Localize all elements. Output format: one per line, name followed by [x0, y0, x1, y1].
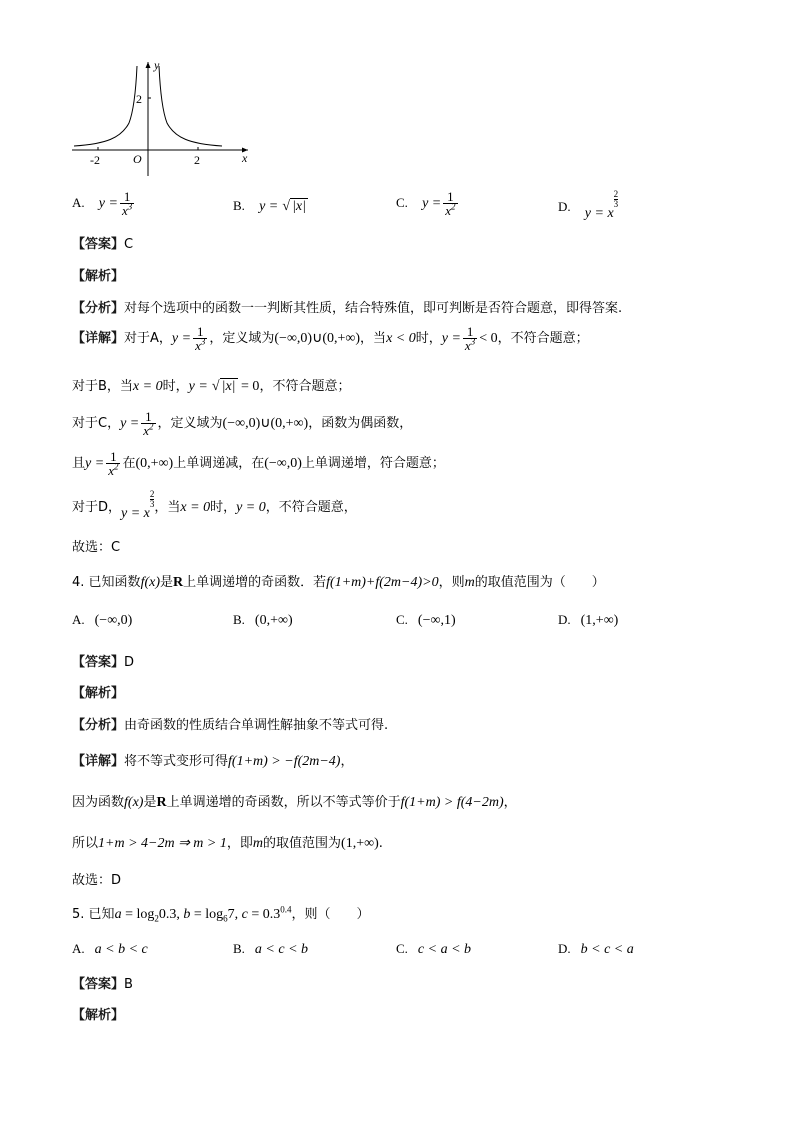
q4-option-a [72, 612, 132, 629]
detail-text: ，不符合题意； [259, 379, 351, 394]
detail-text: 在 [122, 456, 136, 471]
fenxi-text: 对每个选项中的函数一一判断其性质，结合特殊值，即可判断是否符合题意，即得答案. [124, 301, 623, 316]
option-label: D. [558, 941, 571, 956]
domain-expr: (−∞,0)∪(0,+∞) [222, 416, 309, 431]
option-label: A. [72, 195, 85, 210]
var-m: m [464, 575, 475, 590]
stem-text: 已知 [88, 907, 115, 922]
interval-expr: (0,+∞) [135, 456, 174, 471]
detail-text: ，函数为偶函数， [308, 416, 413, 431]
q3-detail-c2: 且y = $\frac{1}{x^2}$ 在(0,+∞)上单调递减，在(−∞,0)上单调递增，符合题意； [72, 449, 445, 478]
detail-text: ，当 [154, 500, 181, 515]
q4-option-c [396, 612, 456, 629]
fx-expr: f(x) [124, 795, 144, 810]
q5-given-expr: a [114, 907, 122, 922]
option-label: C. [396, 612, 408, 627]
option-label: C. [396, 195, 408, 210]
detail-text: 对于B，当 [72, 379, 133, 394]
q5-option-c [396, 941, 471, 958]
option-label: B. [233, 941, 245, 956]
q5-option-b [233, 941, 308, 958]
q5-stem: 5. 已知$a = \log_20.3$, $b = \log_67$, $c = 0.3^{0.4}$，则（ ） [72, 904, 370, 924]
detail-text: 是 [143, 795, 157, 810]
detail-text: 时， [210, 500, 237, 515]
option-label: D. [558, 199, 571, 214]
detail-text: . [378, 836, 383, 851]
q3-detail-a: 【详解】对于A，y = $\frac{1}{x^3}$ ，定义域为(−∞,0)∪(0,+∞)，当x < 0时，y = $\frac{1}{x^3}$ < 0，不符合题意； [72, 324, 589, 353]
detail-text: 时， [162, 379, 189, 394]
cond-expr: x = 0 [180, 500, 211, 515]
inequality-expr: f(1+m)+f(2m−4)>0 [326, 575, 439, 590]
detail-expr: f(1+m) > f(4−2m) [400, 795, 504, 810]
q3-choice: 故选：C [72, 540, 121, 555]
interval-expr: (−∞,0) [264, 456, 302, 471]
stem-text: 的取值范围为（ ） [474, 575, 605, 590]
detail-text: 上单调递减，在 [173, 456, 265, 471]
option-label: B. [233, 198, 245, 213]
fenxi-tag: 【分析】 [72, 718, 125, 733]
answer-value: C [124, 237, 134, 252]
option-expr: a < c < b [254, 942, 309, 957]
detail-text: 因为函数 [72, 795, 125, 810]
var-m: m [252, 836, 264, 851]
detail-text: ，定义域为 [209, 331, 275, 346]
q3-detail-d: 对于D，y = x $\frac{2}{3}$ ，当x = 0时，y = 0，不符合题意， [72, 489, 357, 521]
curve-right [159, 66, 222, 146]
y-tick-label: 2 [136, 92, 142, 106]
real-set: R [173, 575, 184, 590]
detail-text: 将不等式变形可得 [124, 754, 229, 769]
answer-tag: 【答案】 [72, 237, 125, 252]
y-axis-arrow [146, 62, 151, 68]
q4-fenxi [72, 714, 388, 733]
option-label: D. [558, 612, 571, 627]
stem-text: ，则 [438, 575, 465, 590]
q3-fenxi [72, 297, 622, 316]
answer-value: B [124, 977, 133, 992]
function-graph [66, 58, 256, 178]
q5-answer [72, 973, 133, 992]
option-expr: a < b < c [94, 942, 148, 957]
q5-analysis-tag: 【解析】 [72, 1008, 125, 1023]
detail-text: ，不符合题意， [265, 500, 357, 515]
detail-text: ， [503, 795, 517, 810]
detail-text: 时， [415, 331, 442, 346]
detail-text: 且 [72, 456, 86, 471]
q3-option-b: B. y = √ |x| [233, 198, 306, 214]
q4-analysis-tag: 【解析】 [72, 686, 125, 701]
q3-option-a: A. y = $\frac{1}{x^3}$ [72, 189, 133, 218]
option-label: B. [233, 612, 245, 627]
fenxi-text: 由奇函数的性质结合单调性解抽象不等式可得. [124, 718, 389, 733]
origin-label: O [133, 152, 142, 166]
detail-text: 对于C， [72, 416, 121, 431]
detail-text: 所以 [72, 836, 99, 851]
q4-option-d [558, 612, 618, 629]
stem-text: 是 [160, 575, 174, 590]
detail-text: 对于A， [124, 331, 172, 346]
stem-text: ，则（ ） [291, 907, 370, 922]
cond-expr: x < 0 [386, 331, 416, 346]
option-label: A. [72, 612, 85, 627]
option-expr: (−∞,0) [94, 613, 133, 628]
q5-option-d [558, 941, 634, 958]
question-number: 5. [72, 907, 85, 922]
q4-option-b [233, 612, 293, 629]
q3-detail-b: 对于B，当x = 0时，y = √ |x| = 0，不符合题意； [72, 379, 351, 394]
real-set: R [156, 795, 167, 810]
q3-option-c: C. y = $\frac{1}{x^2}$ [396, 189, 456, 218]
q3-detail-c: 对于C，y = $\frac{1}{x^2}$ ，定义域为(−∞,0)∪(0,+∞)，函数为偶函数， [72, 409, 413, 438]
detail-text: 上单调递增，符合题意； [301, 456, 445, 471]
x-axis-label: x [242, 151, 248, 165]
option-expr: (0,+∞) [254, 613, 293, 628]
q3-analysis-tag: 【解析】 [72, 269, 125, 284]
detail-text: ，即 [226, 836, 253, 851]
cond-expr: x = 0 [132, 379, 163, 394]
detail-tag: 【详解】 [72, 331, 125, 346]
x-tick-pos-label: 2 [194, 153, 200, 167]
stem-text: 已知函数 [88, 575, 141, 590]
option-expr: (1,+∞) [580, 613, 619, 628]
q4-stem [72, 571, 605, 591]
option-expr: (−∞,1) [417, 613, 456, 628]
value-expr: y = 0 [236, 500, 266, 515]
option-expr: c < a < b [417, 942, 472, 957]
answer-value: D [124, 655, 135, 670]
stem-text: 上单调递增的奇函数．若 [183, 575, 327, 590]
question-number: 4. [72, 575, 85, 590]
option-label: A. [72, 941, 85, 956]
detail-expr: f(1+m) > −f(2m−4) [228, 754, 341, 769]
q4-detail-2 [72, 791, 517, 811]
x-tick-neg-label: -2 [90, 153, 100, 167]
q4-answer [72, 651, 134, 670]
detail-text: ，定义域为 [157, 416, 223, 431]
detail-expr: 1+m > 4−2m ⇒ m > 1 [98, 836, 227, 851]
q3-option-d: D. y = x $\frac{2}{3}$ [558, 189, 619, 221]
q3-answer [72, 233, 133, 252]
fx-expr: f(x) [140, 575, 160, 590]
answer-tag: 【答案】 [72, 977, 125, 992]
option-label: C. [396, 941, 408, 956]
fenxi-tag: 【分析】 [72, 301, 125, 316]
detail-expr: (1,+∞) [341, 836, 379, 851]
detail-text: ， [340, 754, 354, 769]
detail-text: ，不符合题意； [497, 331, 589, 346]
curve-left [74, 66, 137, 146]
option-expr: b < c < a [580, 942, 634, 957]
detail-tag: 【详解】 [72, 754, 125, 769]
domain-expr: (−∞,0)∪(0,+∞) [274, 331, 361, 346]
q4-detail-3 [72, 832, 383, 852]
detail-text: 的取值范围为 [263, 836, 342, 851]
answer-tag: 【答案】 [72, 655, 125, 670]
q5-option-a [72, 941, 148, 958]
q4-detail-1 [72, 750, 353, 770]
detail-text: 上单调递增的奇函数，所以不等式等价于 [166, 795, 401, 810]
detail-text: 对于D， [72, 500, 122, 515]
q4-choice: 故选：D [72, 873, 122, 888]
detail-text: ，当 [360, 331, 387, 346]
y-axis-label: y [154, 58, 160, 72]
